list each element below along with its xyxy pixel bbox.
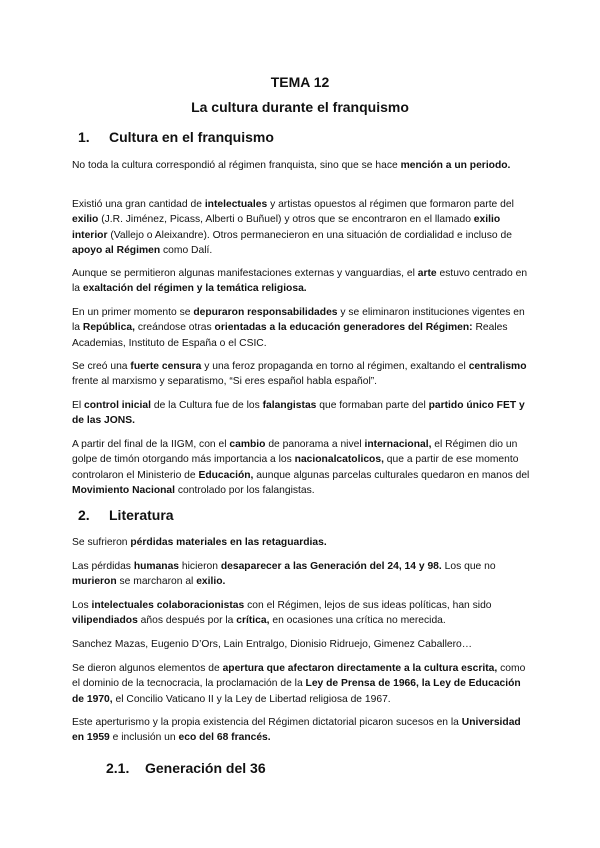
text-run: hicieron <box>179 561 221 572</box>
text-run: Se creó una <box>72 361 131 372</box>
bold-text: orientadas a la educación generadores del Régimen: <box>214 322 473 334</box>
section-number: 2. <box>78 507 90 523</box>
bold-text: intelectuales colaboracionistas <box>91 600 245 611</box>
bold-text: exilio interior <box>72 214 501 241</box>
text-run: y se eliminaron instituciones vigentes en la <box>72 307 525 334</box>
text-run: como Dalí. <box>160 244 213 256</box>
section-heading-1 <box>78 129 274 145</box>
text-run: años después por la <box>137 615 237 627</box>
bold-text: vilipendiados <box>72 615 138 627</box>
text-run: el Concilio Vaticano II y la Ley de Libertad religiosa de 1967. <box>112 693 391 705</box>
bold-text: crítica, <box>236 615 270 627</box>
text-run: (Vallejo o Aleixandre). Otros permanecieron en una situación de cordialidad e incluso de <box>107 229 512 241</box>
text-run: Los que no <box>441 561 496 572</box>
text-run: Las pérdidas <box>72 561 134 572</box>
text-run: No toda la cultura correspondió al régimen franquista, sino que se hace <box>72 160 401 171</box>
text-run: que formaban parte del <box>316 400 429 411</box>
bold-text: Universidad en 1959 <box>72 717 521 744</box>
bold-text: depuraron responsabilidades <box>193 307 338 318</box>
section-title: Generación del 36 <box>145 760 266 776</box>
paragraph <box>72 305 532 351</box>
section-number: 2.1. <box>106 760 130 776</box>
document-title: TEMA 12 <box>270 74 330 90</box>
text-run: de panorama a nivel <box>265 439 365 450</box>
bold-text: desaparecer a las Generación del 24, 14 y 98. <box>220 561 442 572</box>
paragraph <box>72 637 532 652</box>
bold-text: apertura que afectaron directamente a la cultura escrita, <box>222 663 498 674</box>
text-run: frente al marxismo y separatismo, “Si eres español habla español”. <box>72 376 378 388</box>
text-run: e inclusión un <box>109 732 179 744</box>
paragraph <box>72 197 532 258</box>
bold-text: partido único FET y de las JONS. <box>72 400 525 427</box>
text-run: Reales Academias, Instituto de España o el CSIC. <box>72 322 508 349</box>
section-number: 1. <box>78 129 90 145</box>
text-run: A partir del final de la IIGM, con el <box>72 439 230 450</box>
bold-text: arte <box>417 268 437 279</box>
text-run: Se sufrieron <box>72 537 131 548</box>
bold-text: mención a un periodo. <box>400 160 511 171</box>
bold-text: internacional, <box>364 439 432 450</box>
paragraph <box>72 661 532 707</box>
text-run: con el Régimen, lejos de sus ideas políticas, han sido <box>244 600 492 611</box>
paragraph <box>72 535 532 550</box>
document-subtitle: La cultura durante el franquismo <box>191 99 409 115</box>
section-title: Cultura en el franquismo <box>109 129 274 145</box>
paragraph <box>72 158 532 173</box>
paragraph <box>72 715 532 746</box>
text-run: creándose otras <box>134 322 215 334</box>
bold-text: República, <box>82 322 135 334</box>
bold-text: centralismo <box>468 361 527 372</box>
text-run: Los <box>72 600 92 611</box>
text-run: (J.R. Jiménez, Picass, Alberti o Buñuel) y otros que se encontraron en el llamado <box>98 214 474 226</box>
paragraph <box>72 559 532 590</box>
bold-text: murieron <box>72 576 117 588</box>
text-run: el Régimen dio un golpe de timón otorgando más importancia a los <box>72 439 518 466</box>
paragraph <box>72 598 532 629</box>
text-run: y artistas opuestos al régimen que formaron parte del <box>267 199 514 210</box>
paragraph <box>72 398 532 429</box>
bold-text: nacionalcatolicos, <box>294 454 384 466</box>
paragraph <box>72 266 532 297</box>
text-run: Se dieron algunos elementos de <box>72 663 223 674</box>
text-run: Existió una gran cantidad de <box>72 199 205 210</box>
subsection-heading-2-1 <box>106 760 266 776</box>
bold-text: eco del 68 francés. <box>178 732 271 744</box>
text-run: Este aperturismo y la propia existencia del Régimen dictatorial picaron sucesos en la <box>72 717 462 728</box>
text-run: como el dominio de la tecnocracia, la proclamación de la <box>72 663 526 690</box>
bold-text: Ley de Prensa de 1966, la Ley de Educación de 1970, <box>72 678 521 705</box>
text-run: en ocasiones una crítica no merecida. <box>269 615 446 627</box>
paragraph <box>72 359 532 390</box>
text-run: se marcharon al <box>116 576 197 588</box>
text-run: controlado por los falangistas. <box>174 484 315 496</box>
bold-text: falangistas <box>262 400 317 411</box>
bold-text: Educación, <box>198 469 254 481</box>
section-heading-2 <box>78 507 174 523</box>
bold-text: exilio. <box>196 576 226 588</box>
bold-text: exaltación del régimen y la temática religiosa. <box>82 283 307 295</box>
text-run: Sanchez Mazas, Eugenio D’Ors, Lain Entralgo, Dionisio Ridruejo, Gimenez Caballero… <box>72 639 473 650</box>
section-title: Literatura <box>109 507 174 523</box>
bold-text: fuerte censura <box>130 361 202 372</box>
text-run: que a partir de ese momento controlaron el Ministerio de <box>72 454 519 481</box>
text-run: En un primer momento se <box>72 307 194 318</box>
bold-text: apoyo al Régimen <box>72 244 161 256</box>
bold-text: Movimiento Nacional <box>72 484 175 496</box>
text-run: El <box>72 400 85 411</box>
bold-text: cambio <box>229 439 266 450</box>
text-run: estuvo centrado en la <box>72 268 528 295</box>
bold-text: control inicial <box>84 400 151 411</box>
text-run: Aunque se permitieron algunas manifestaciones externas y vanguardias, el <box>72 268 418 279</box>
bold-text: humanas <box>133 561 180 572</box>
text-run: aunque algunas parcelas culturales quedaron en manos del <box>253 469 530 481</box>
bold-text: exilio <box>72 214 99 226</box>
text-run: y una feroz propaganda en torno al régimen, exaltando el <box>201 361 469 372</box>
bold-text: intelectuales <box>204 199 268 210</box>
paragraph <box>72 437 532 498</box>
text-run: de la Cultura fue de los <box>150 400 263 411</box>
bold-text: pérdidas materiales en las retaguardias. <box>130 537 327 548</box>
